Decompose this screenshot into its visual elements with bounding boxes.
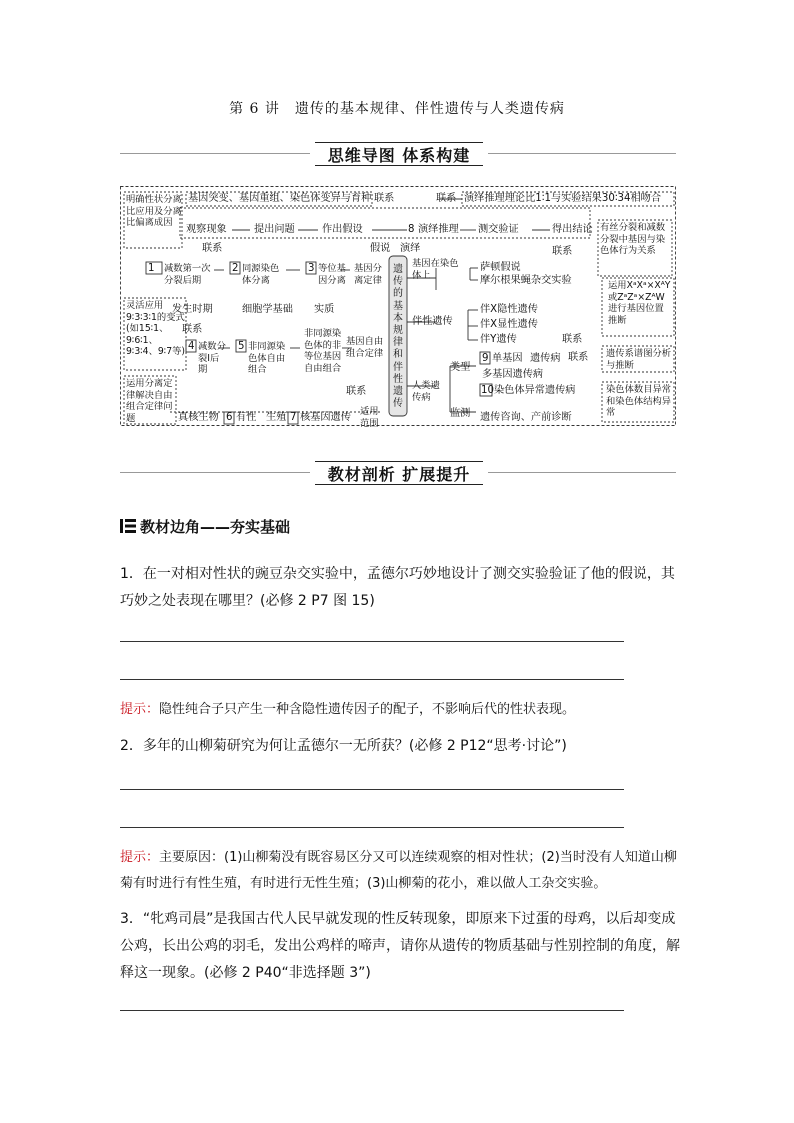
map-meiosis-1: 减数第一次分裂后期 xyxy=(164,263,211,286)
map-sutton: 萨顿假说 xyxy=(480,262,521,273)
map-single-gene: 单基因 xyxy=(492,353,523,364)
map-flex-box: 灵活应用9∶3∶3∶1的变式(如15∶1、9∶6∶1、9∶3∶4、9∶7等) xyxy=(126,300,186,357)
map-chrom-abnormal: 染色体异常遗传病 xyxy=(494,385,576,396)
map-types: 类型 xyxy=(450,362,471,373)
map-testcross: 测交验证 xyxy=(478,224,519,235)
map-nonhomolog: 非同源染色体自由组合 xyxy=(248,341,286,375)
section-marker-icon xyxy=(120,519,136,533)
map-box-top: 基因突变、基因重组、染色体变异与育种 xyxy=(188,193,372,204)
map-reproduce: 生殖 xyxy=(266,412,287,423)
map-sex-linked: 伴性遗传 xyxy=(412,316,453,327)
analysis-banner xyxy=(315,461,483,483)
map-yanyi2: 演绎 xyxy=(400,243,421,254)
map-sexual: 有性 xyxy=(236,412,257,423)
map-occur-time: 发生时期 xyxy=(172,304,213,315)
map-meiosis-2: 减数分裂Ⅰ后期 xyxy=(198,341,226,375)
map-indep-law: 基因自由组合定律 xyxy=(346,336,384,359)
map-num-10: 10 xyxy=(481,385,494,396)
hint-label: 提示： xyxy=(120,702,160,717)
map-nuclear: 核基因遗传 xyxy=(300,412,351,423)
hint-text: 隐性纯合子只产生一种含隐性遗传因子的配子，不影响后代的性状表现。 xyxy=(159,702,576,717)
map-ask: 提出问题 xyxy=(254,224,295,235)
analysis-banner-text: 教材剖析 扩展提升 xyxy=(327,465,471,484)
hint-label: 提示： xyxy=(120,850,160,865)
map-monitor: 监测 xyxy=(450,408,471,419)
section-heading-text: 教材边角——夯实基础 xyxy=(140,518,291,536)
map-morgan: 摩尔根果蝇杂交实验 xyxy=(480,275,572,286)
answer-line-2b xyxy=(120,827,624,828)
hint-text: 主要原因：(1)山柳菊没有既容易区分又可以连续观察的相对性状；(2)当时没有人知道山柳菊有时进行有性生殖，有时进行无性生殖；(3)山柳菊的花小，难以做人工杂交实验。 xyxy=(120,850,677,891)
map-observe: 观察现象 xyxy=(186,224,227,235)
map-deduce-box: 演绎推理理论比1∶1与实验结果30∶34相吻合 xyxy=(464,193,662,204)
map-x-recessive: 伴X隐性遗传 xyxy=(480,304,538,315)
map-lianxi-8: 联系 xyxy=(568,352,589,363)
map-right-box-2: 运用XᵃXᵃ×XᴬY或ZᵃZᵃ×ZᴬW进行基因位置推断 xyxy=(608,280,671,326)
map-num-8: 8 xyxy=(408,224,415,235)
map-multi-gene: 多基因遗传病 xyxy=(482,369,544,380)
map-right-box-3: 遗传系谱图分析与推断 xyxy=(606,348,672,371)
divider-left xyxy=(120,153,310,154)
map-lianxi-7: 联系 xyxy=(346,386,367,397)
map-x-dominant: 伴X显性遗传 xyxy=(480,319,538,330)
hint-2 xyxy=(120,845,684,897)
map-scope: 适用范围 xyxy=(360,406,379,429)
map-homolog-sep: 同源染色体分离 xyxy=(242,263,280,286)
map-equal-gene: 等位基因分离 xyxy=(318,263,346,286)
mind-map xyxy=(120,186,676,429)
map-human-disease: 人类遗传病 xyxy=(412,380,440,403)
map-num-3: 3 xyxy=(308,263,315,274)
question-2: 2．多年的山柳菊研究为何让孟德尔一无所获？(必修 2 P12“思考·讨论”) xyxy=(120,738,567,754)
answer-line-2a xyxy=(120,789,624,790)
section-heading xyxy=(120,516,290,537)
map-num-1: 1 xyxy=(148,263,155,274)
map-num-2: 2 xyxy=(232,263,239,274)
divider-right xyxy=(488,153,676,154)
mind-map-banner-text: 思维导图 体系构建 xyxy=(327,146,471,165)
answer-line-3a xyxy=(120,1010,624,1011)
map-cell-basis: 细胞学基础 xyxy=(242,304,293,315)
map-right-box-1: 有丝分裂和减数分裂中基因与染色体行为关系 xyxy=(600,222,666,256)
map-num-7: 7 xyxy=(290,412,297,423)
map-lianxi-6: 联系 xyxy=(182,324,203,335)
page-title: 第 6 讲 遗传的基本规律、伴性遗传与人类遗传病 xyxy=(229,101,565,117)
question-3: 3．“牝鸡司晨”是我国古代人民早就发现的性反转现象，即原来下过蛋的母鸡，以后却变成公鸡，长出公鸡的羽毛，发出公鸡样的啼声，请你从遗传的物质基础与性别控制的角度，解释这一现象。(必修 2 P40“非选择题 3”) xyxy=(120,911,680,981)
map-conclusion: 得出结论 xyxy=(552,224,593,235)
map-eukaryote: 真核生物 xyxy=(178,412,219,423)
map-seg-law: 基因分离定律 xyxy=(354,263,382,286)
map-y-linked: 伴Y遗传 xyxy=(480,334,517,345)
divider-right-2 xyxy=(488,472,676,473)
map-lianxi-2: 联系 xyxy=(436,193,457,204)
map-nonallele: 非同源染色体的非等位基因自由组合 xyxy=(304,328,342,374)
map-lianxi-1: 联系 xyxy=(374,193,395,204)
answer-line-1a xyxy=(120,641,624,642)
map-center: 遗传的基本规律和伴性遗传 xyxy=(393,264,403,410)
map-num-4: 4 xyxy=(188,341,195,352)
map-hypothesis: 作出假设 xyxy=(322,224,363,235)
map-apply-box: 运用分离定律解决自由组合定律问题 xyxy=(126,378,173,424)
map-lianxi-4: 联系 xyxy=(202,243,223,254)
mind-map-banner xyxy=(315,142,483,164)
map-lianxi-5: 联系 xyxy=(562,334,583,345)
map-num-6: 6 xyxy=(226,412,233,423)
divider-left-2 xyxy=(120,472,310,473)
map-essence: 实质 xyxy=(314,304,335,315)
map-gene-on-chrom: 基因在染色体上 xyxy=(412,258,459,281)
map-right-box-4: 染色体数目异常和染色体结构异常 xyxy=(606,384,672,418)
map-num-5: 5 xyxy=(238,341,245,352)
map-genetic-disease: 遗传病 xyxy=(530,353,561,364)
answer-line-1b xyxy=(120,679,624,680)
map-lianxi-3: 联系 xyxy=(552,246,573,257)
map-box-left-top: 明确性状分离比应用及分离比偏离成因 xyxy=(126,194,182,228)
map-jiashuo: 假说 xyxy=(370,243,391,254)
map-yanyi: 演绎推理 xyxy=(418,224,459,235)
question-1: 1．在一对相对性状的豌豆杂交实验中，孟德尔巧妙地设计了测交实验验证了他的假说，其巧妙之处表现在哪里？(必修 2 P7 图 15) xyxy=(120,566,675,609)
map-counsel: 遗传咨询、产前诊断 xyxy=(480,412,572,423)
map-num-9: 9 xyxy=(482,353,489,364)
hint-1 xyxy=(120,697,684,723)
